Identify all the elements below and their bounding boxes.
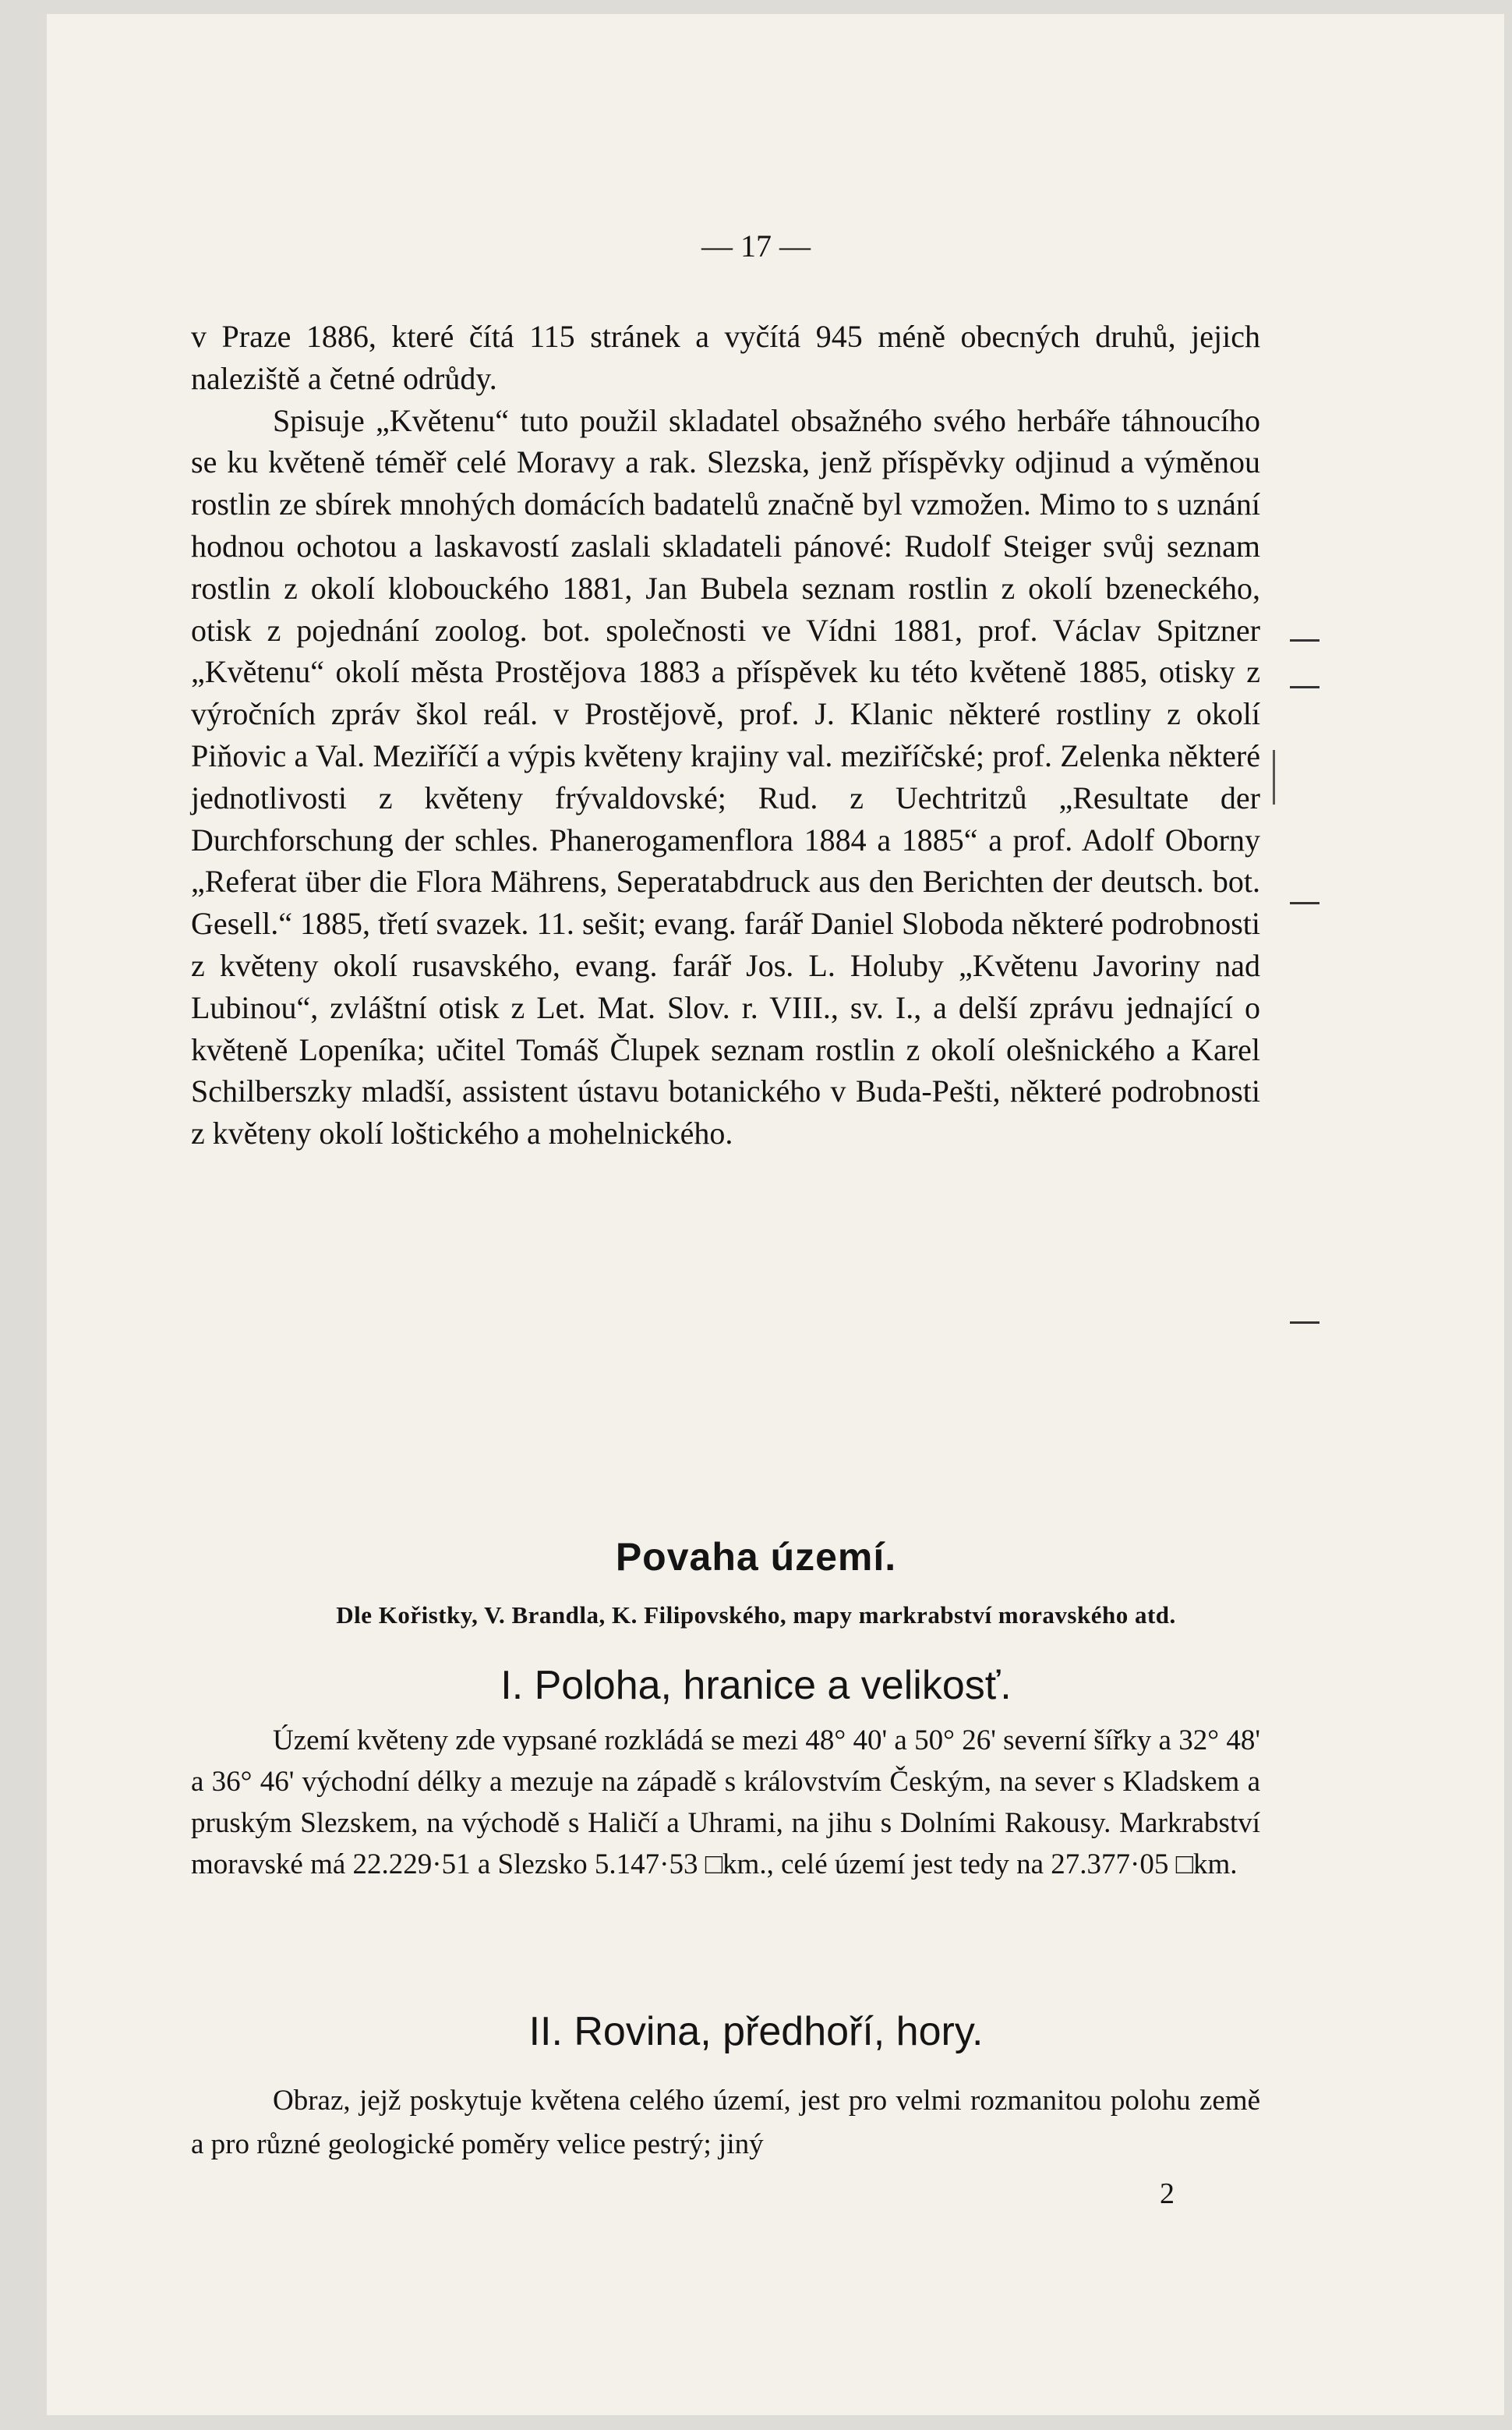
paragraph-location: Území květeny zde vypsané rozkládá se mezi 48° 40' a 50° 26' severní šířky a 32° 48' a 36° 46' východní délky a mezuje na západě s královstvím Českým, na sever s Kladskem a pruským Slezskem, na východě s Haličí a Uhrami, na jihu s Dolními Rakousy. Markrabství moravské má 22.229·51 a Slezsko 5.147·53 □km., celé území jest tedy na 27.377·05 □km. — [191, 1724, 1260, 1880]
margin-mark — [1273, 750, 1275, 805]
margin-mark — [1290, 686, 1319, 688]
margin-mark — [1290, 639, 1319, 642]
margin-mark — [1290, 1321, 1319, 1324]
margin-mark — [1290, 902, 1319, 904]
signature-mark: 2 — [1160, 2177, 1175, 2210]
section-title: Povaha území. — [615, 1535, 897, 1579]
heading-relief: II. Rovina, předhoří, hory. — [528, 2009, 984, 2054]
paragraph-contributors: Spisuje „Květenu“ tuto použil skladatel obsažného svého herbáře táhnoucího se ku květeně téměř celé Moravy a rak. Slezska, jenž příspěvky odjinud a výměnou rostlin ze sbírek mnohých domácích badatelů značně byl vzmožen. Mimo to s uznání hodnou ochotou a laskavostí zaslali skladateli pánové: Rudolf Steiger svůj seznam rostlin z okolí klobouckého 1881, Jan Bubela seznam rostlin z okolí bzeneckého, otisk z pojednání zoolog. bot. společnosti ve Vídni 1881, prof. Václav Spitzner „Květenu“ okolí města Prostějova 1883 a příspěvek ku této květeně 1885, otisky z výročních zpráv škol reál. v Prostějově, prof. J. Klanic některé rostliny z okolí Piňovic a Val. Meziříčí a výpis květeny krajiny val. meziříčské; prof. Zelenka některé jednotlivosti z květeny frývaldovské; Rud. z Uechtritzů „Resultate der Durchforschung der schles. Phanerogamenflora 1884 a 1885“ a prof. Adolf Oborny „Referat über die Flora Mährens, Seperatabdruck aus den Berichten der deutsch. bot. Gesell.“ 1885, třetí svazek. 11. sešit; evang. farář Daniel Sloboda některé podrobnosti z květeny okolí rusavského, evang. farář Jos. L. Holuby „Květenu Javoriny nad Lubinou“, zvláštní otisk z Let. Mat. Slov. r. VIII., sv. I., a delší zprávu jednající o květeně Lopeníka; učitel Tomáš Člupek seznam rostlin z okolí olešnického a Karel Schilberszky mladší, assistent ústavu botanického v Buda-Pešti, některé podrobnosti z květeny okolí loštického a mohelnického. — [191, 402, 1260, 1151]
section-subtitle: Dle Kořistky, V. Brandla, K. Filipovského, mapy markrabství moravského atd. — [336, 1601, 1176, 1629]
paragraph-relief: Obraz, jejž poskytuje květena celého území, jest pro velmi rozmanitou polohu země a pro různé geologické poměry velice pestrý; jiný — [191, 2085, 1260, 2160]
paragraph-continuation: v Praze 1886, které čítá 115 stránek a vyčítá 945 méně obecných druhů, jejich naleziště a četné odrůdy. — [191, 319, 1260, 396]
page-number: — 17 — — [701, 228, 811, 264]
heading-location: I. Poloha, hranice a velikosť. — [500, 1663, 1012, 1708]
intro-text-block — [191, 316, 1260, 1155]
